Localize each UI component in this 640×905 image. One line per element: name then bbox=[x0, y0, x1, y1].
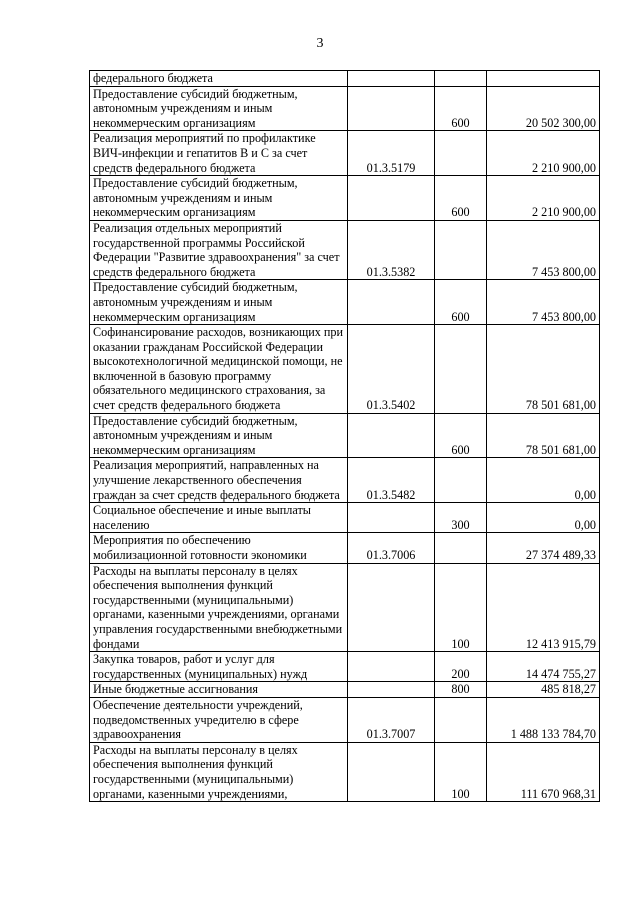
row-code bbox=[348, 682, 435, 698]
row-sum: 2 210 900,00 bbox=[487, 131, 600, 176]
row-kind: 100 bbox=[435, 563, 487, 652]
row-code bbox=[348, 86, 435, 131]
row-sum: 20 502 300,00 bbox=[487, 86, 600, 131]
row-code: 01.3.7006 bbox=[348, 533, 435, 563]
row-sum bbox=[487, 71, 600, 87]
table-row bbox=[90, 131, 600, 176]
row-name: Предоставление субсидий бюджетным, автономным учреждениям и иным некоммерческим организациям bbox=[90, 413, 348, 458]
row-sum: 0,00 bbox=[487, 458, 600, 503]
row-name: Расходы на выплаты персоналу в целях обеспечения выполнения функций государственными (муниципальными) органами, казенными учреждениями, органами управления государственными внебюджетными фондами bbox=[90, 563, 348, 652]
row-name: Обеспечение деятельности учреждений, подведомственных учредителю в сфере здравоохранения bbox=[90, 697, 348, 742]
table-row bbox=[90, 280, 600, 325]
table-row bbox=[90, 503, 600, 533]
table-row bbox=[90, 697, 600, 742]
row-kind bbox=[435, 71, 487, 87]
row-kind bbox=[435, 697, 487, 742]
table-row bbox=[90, 71, 600, 87]
row-name: Предоставление субсидий бюджетным, автономным учреждениям и иным некоммерческим организациям bbox=[90, 176, 348, 221]
row-sum: 0,00 bbox=[487, 503, 600, 533]
row-sum: 2 210 900,00 bbox=[487, 176, 600, 221]
row-code bbox=[348, 71, 435, 87]
row-kind: 600 bbox=[435, 176, 487, 221]
row-sum: 485 818,27 bbox=[487, 682, 600, 698]
row-sum: 78 501 681,00 bbox=[487, 325, 600, 414]
row-kind: 300 bbox=[435, 503, 487, 533]
row-code: 01.3.5402 bbox=[348, 325, 435, 414]
budget-table bbox=[89, 70, 600, 802]
row-name: Мероприятия по обеспечению мобилизационной готовности экономики bbox=[90, 533, 348, 563]
row-name: Реализация мероприятий по профилактике ВИЧ-инфекции и гепатитов В и С за счет средств федерального бюджета bbox=[90, 131, 348, 176]
row-sum: 7 453 800,00 bbox=[487, 280, 600, 325]
row-name: Закупка товаров, работ и услуг для государственных (муниципальных) нужд bbox=[90, 652, 348, 682]
row-code bbox=[348, 742, 435, 801]
row-name: Софинансирование расходов, возникающих при оказании гражданам Российской Федерации высокотехнологичной медицинской помощи, не включенной в базовую программу обязательного медицинского страхования, за счет средств федерального бюджета bbox=[90, 325, 348, 414]
row-kind: 100 bbox=[435, 742, 487, 801]
row-code: 01.3.7007 bbox=[348, 697, 435, 742]
table-row bbox=[90, 682, 600, 698]
row-kind bbox=[435, 220, 487, 279]
row-sum: 111 670 968,31 bbox=[487, 742, 600, 801]
row-sum: 14 474 755,27 bbox=[487, 652, 600, 682]
row-name: Расходы на выплаты персоналу в целях обеспечения выполнения функций государственными (муниципальными) органами, казенными учреждениями, bbox=[90, 742, 348, 801]
table-row bbox=[90, 176, 600, 221]
row-name: Иные бюджетные ассигнования bbox=[90, 682, 348, 698]
row-kind: 800 bbox=[435, 682, 487, 698]
table-row bbox=[90, 652, 600, 682]
row-name: Реализация мероприятий, направленных на улучшение лекарственного обеспечения граждан за счет средств федерального бюджета bbox=[90, 458, 348, 503]
row-kind: 600 bbox=[435, 280, 487, 325]
row-kind: 600 bbox=[435, 86, 487, 131]
table-row bbox=[90, 533, 600, 563]
row-name: федерального бюджета bbox=[90, 71, 348, 87]
table-row bbox=[90, 413, 600, 458]
row-kind bbox=[435, 533, 487, 563]
row-name: Предоставление субсидий бюджетным, автономным учреждениям и иным некоммерческим организациям bbox=[90, 86, 348, 131]
table-row bbox=[90, 86, 600, 131]
row-kind: 600 bbox=[435, 413, 487, 458]
row-code: 01.3.5382 bbox=[348, 220, 435, 279]
table-row bbox=[90, 742, 600, 801]
row-name: Социальное обеспечение и иные выплаты населению bbox=[90, 503, 348, 533]
row-sum: 12 413 915,79 bbox=[487, 563, 600, 652]
table-row bbox=[90, 220, 600, 279]
table-row bbox=[90, 458, 600, 503]
row-code bbox=[348, 176, 435, 221]
row-kind bbox=[435, 458, 487, 503]
row-code bbox=[348, 503, 435, 533]
row-sum: 1 488 133 784,70 bbox=[487, 697, 600, 742]
page-number: 3 bbox=[316, 36, 324, 51]
row-sum: 7 453 800,00 bbox=[487, 220, 600, 279]
row-code bbox=[348, 652, 435, 682]
row-code bbox=[348, 563, 435, 652]
table-row bbox=[90, 563, 600, 652]
row-name: Предоставление субсидий бюджетным, автономным учреждениям и иным некоммерческим организациям bbox=[90, 280, 348, 325]
row-code bbox=[348, 280, 435, 325]
row-sum: 78 501 681,00 bbox=[487, 413, 600, 458]
table-row bbox=[90, 325, 600, 414]
row-sum: 27 374 489,33 bbox=[487, 533, 600, 563]
row-kind: 200 bbox=[435, 652, 487, 682]
row-kind bbox=[435, 131, 487, 176]
row-kind bbox=[435, 325, 487, 414]
row-name: Реализация отдельных мероприятий государственной программы Российской Федерации "Развитие здравоохранения" за счет средств федерального бюджета bbox=[90, 220, 348, 279]
row-code: 01.3.5179 bbox=[348, 131, 435, 176]
row-code bbox=[348, 413, 435, 458]
row-code: 01.3.5482 bbox=[348, 458, 435, 503]
